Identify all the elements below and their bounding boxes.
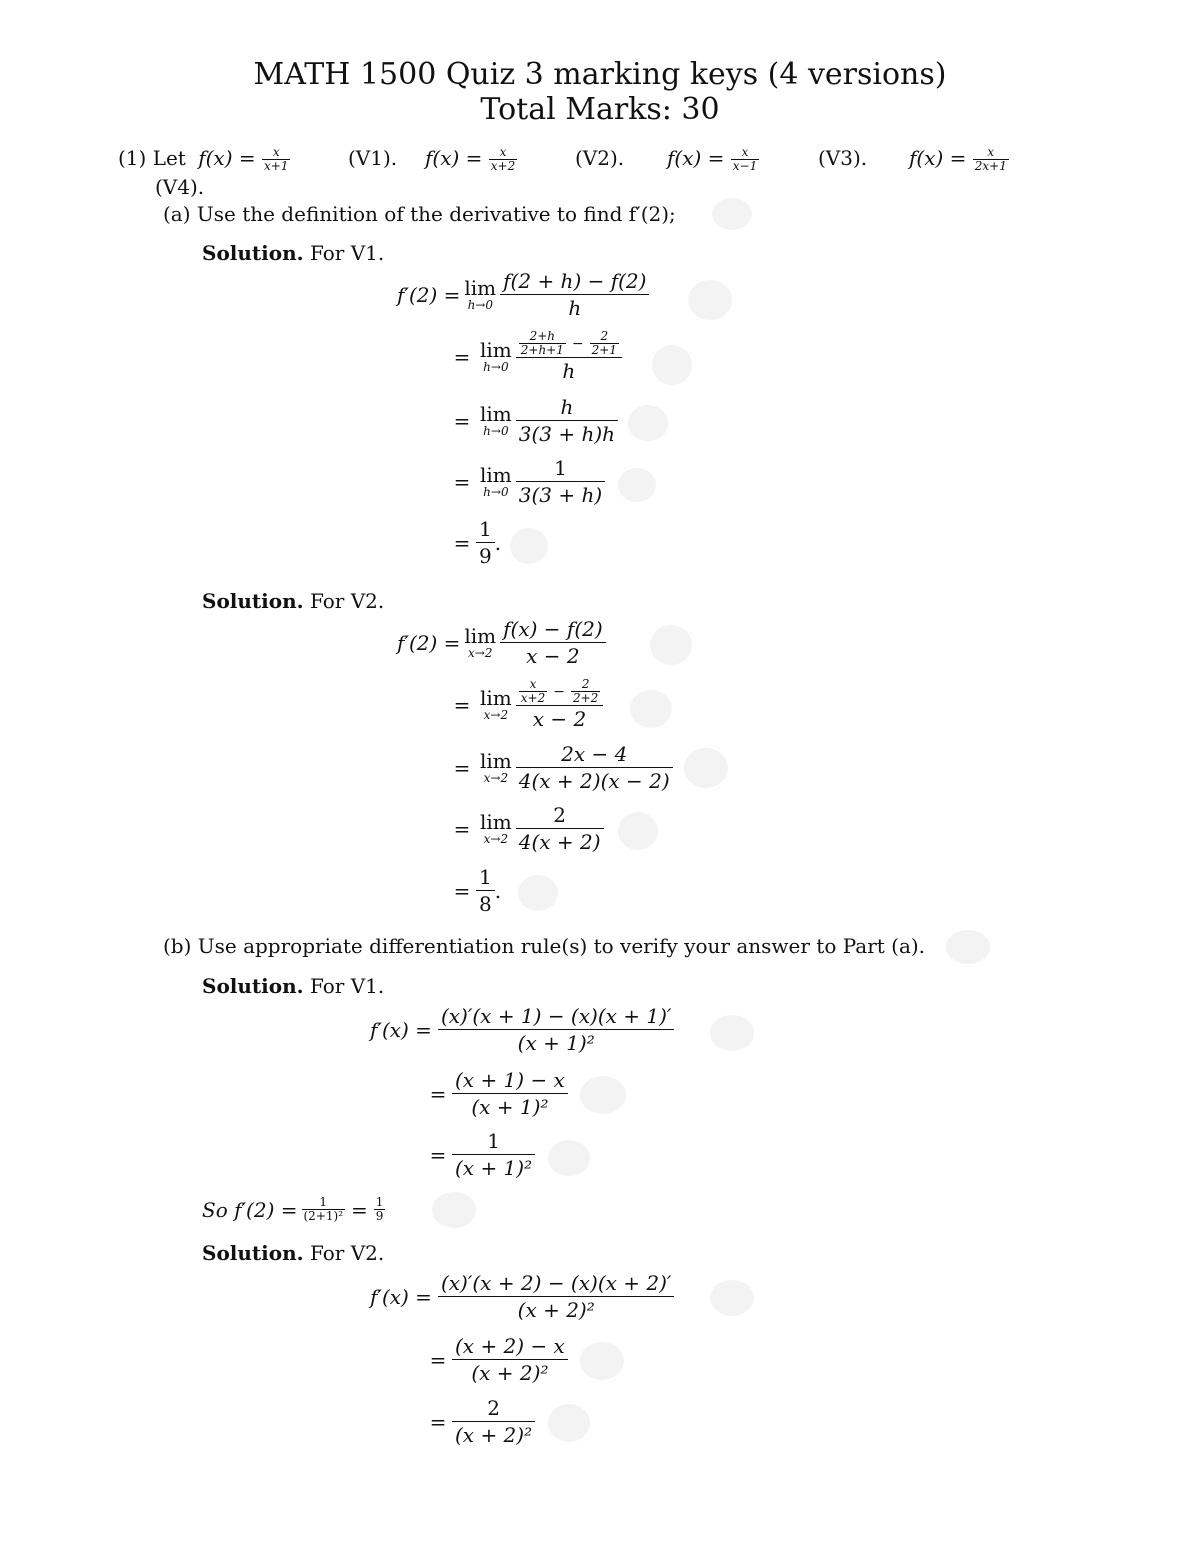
b-v2-step-3: = $\frac{2}{\text{(x + 2)²}}$ xyxy=(424,1395,535,1448)
a-v2-step-3: = lim x→2 $\frac{2x - 4}{4(x + 2)(x - 2)}$ xyxy=(448,741,673,794)
mark-blob xyxy=(510,528,548,564)
a-v1-step-2: = lim h→0 2+h 2+h+1 − $\frac{2}{2+1}$ h xyxy=(448,330,622,384)
v3-tag: (V3). xyxy=(818,146,868,170)
a-v2-step-5: = $\frac{1}{8}$ . xyxy=(453,865,502,916)
v1-tag: (V1). xyxy=(348,146,398,170)
b-v2-step-1: f′(x) = $\frac{(x)'(x + 2) - (x)(x + 2)'}{\text{(x + 2)²}}$ xyxy=(370,1270,674,1323)
mark-blob xyxy=(580,1076,626,1114)
v4-function: f(x) = $\frac{x}{2x+1}$ xyxy=(909,145,1007,173)
mark-blob xyxy=(628,405,668,441)
mark-blob xyxy=(710,1015,754,1051)
v4-fraction: $\frac{x}{2x+1}$ xyxy=(974,145,1007,173)
mark-blob xyxy=(518,875,558,911)
v2-tag: (V2). xyxy=(575,146,625,170)
v1-fraction: $\frac{x}{x+1}$ xyxy=(263,145,289,173)
a-v1-step-1: f′(2) = lim h→0 $\frac{f(2 + h) - f(2)}{h}$ xyxy=(397,268,649,321)
mark-blob xyxy=(946,930,990,964)
mark-blob xyxy=(548,1404,590,1442)
mark-blob xyxy=(712,198,752,230)
a-v1-step-4: = lim h→0 $\frac{1}{3(3 + h)}$ xyxy=(448,455,605,508)
b-v1-step-1: f′(x) = $\frac{(x)'(x + 1) - (x)(x + 1)'}{\text{(x + 1)²}}$ xyxy=(370,1003,674,1056)
part-a-text: (a) Use the definition of the derivative to find f′(2); xyxy=(163,202,676,226)
mark-blob xyxy=(650,625,692,665)
question-1-label: (1) Let f(x) = $\frac{x}{x+1}$ xyxy=(118,145,289,173)
b-v1-step-3: = $\frac{1}{\text{(x + 1)²}}$ xyxy=(424,1128,535,1181)
a-v2-step-2: = lim x→2 x x+2 − $\frac{2}{2+2}$ x − 2 xyxy=(448,678,603,732)
page-title: MATH 1500 Quiz 3 marking keys (4 versions) xyxy=(253,57,947,92)
mark-blob xyxy=(688,280,732,320)
a-v2-step-1: f′(2) = lim x→2 $\frac{f(x) - f(2)}{x - 2}$ xyxy=(397,616,606,669)
b-v1-step-2: = $\frac{(x + 1) - x}{\text{(x + 1)²}}$ xyxy=(424,1067,568,1120)
v2-function: f(x) = $\frac{x}{x+2}$ xyxy=(425,145,516,173)
b-v1-conclusion: So f′(2) = $\frac{1}{\text{(2+1)²}}$ = $\frac{1}{9}$ xyxy=(202,1195,384,1223)
v4-tag: (V4). xyxy=(155,175,205,199)
mark-blob xyxy=(684,748,728,788)
mark-blob xyxy=(548,1140,590,1176)
mark-blob xyxy=(432,1192,476,1228)
mark-blob xyxy=(630,690,672,728)
b-v2-step-2: = $\frac{(x + 2) - x}{\text{(x + 2)²}}$ xyxy=(424,1333,568,1386)
mark-blob xyxy=(710,1280,754,1316)
v3-fraction: $\frac{x}{x-1}$ xyxy=(732,145,758,173)
a-v1-step-5: = $\frac{1}{9}$ . xyxy=(453,517,502,568)
mark-blob xyxy=(580,1342,624,1380)
a-v1-step-3: = lim h→0 $\frac{h}{3(3 + h)h}$ xyxy=(448,394,618,447)
solution-heading: Solution. For V1. xyxy=(202,974,385,998)
mark-blob xyxy=(618,468,656,502)
page-subtitle: Total Marks: 30 xyxy=(480,92,720,127)
solution-heading: Solution. For V1. xyxy=(202,241,385,265)
v2-fraction: $\frac{x}{x+2}$ xyxy=(490,145,516,173)
part-b-text: (b) Use appropriate differentiation rule(s) to verify your answer to Part (a). xyxy=(163,934,926,958)
v3-function: f(x) = $\frac{x}{x-1}$ xyxy=(667,145,758,173)
a-v2-step-4: = lim x→2 $\frac{2}{4(x + 2)}$ xyxy=(448,802,604,855)
mark-blob xyxy=(652,345,692,385)
mark-blob xyxy=(618,812,658,850)
solution-heading: Solution. For V2. xyxy=(202,589,385,613)
solution-heading: Solution. For V2. xyxy=(202,1241,385,1265)
